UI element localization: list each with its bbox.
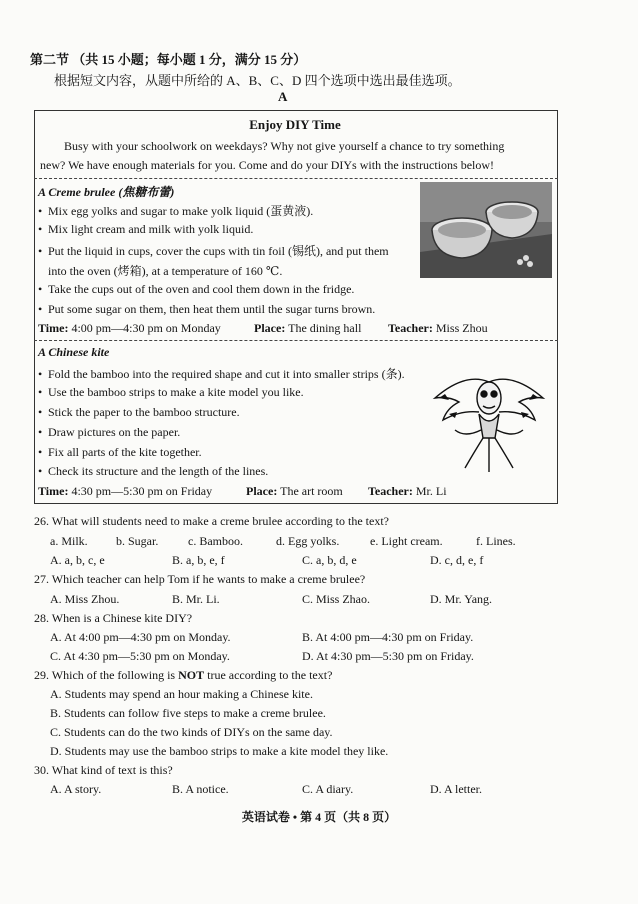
q29-option-c[interactable]: C. Students can do the two kinds of DIYs on the same day. — [50, 725, 333, 739]
notice-intro-line-2: new? We have enough materials for you. Come and do your DIYs with the instructions below! — [40, 158, 495, 172]
kite-step: • Check its structure and the length of the lines. — [38, 464, 269, 478]
kite-step: • Fold the bamboo into the required shape and cut it into smaller strips (条). — [38, 367, 405, 381]
q26-option-c[interactable]: C. a, b, d, e — [302, 553, 357, 567]
creme-step: • Put some sugar on them, then heat them until the sugar turns brown. — [38, 302, 376, 316]
time-label: Time: — [38, 321, 69, 335]
q30-option-b[interactable]: B. A notice. — [172, 782, 229, 796]
page-footer: 英语试卷 • 第 4 页（共 8 页） — [241, 810, 397, 824]
creme-time: 4:00 pm—4:30 pm on Monday — [71, 321, 221, 335]
creme-teacher-line — [388, 321, 488, 336]
q30-option-a[interactable]: A. A story. — [50, 782, 102, 796]
q30-option-c[interactable]: C. A diary. — [302, 782, 354, 796]
kite-place-line — [246, 484, 343, 499]
q30-option-d[interactable]: D. A letter. — [430, 782, 482, 796]
question-29-stem: 29. Which of the following is NOT true according to the text? — [34, 668, 333, 682]
teacher-label: Teacher: — [368, 484, 413, 498]
place-label: Place: — [254, 321, 286, 335]
section-instruction: 根据短文内容，从题中所给的 A、B、C、D 四个选项中选出最佳选项。 — [54, 73, 461, 88]
kite-step: • Stick the paper to the bamboo structure. — [38, 405, 240, 419]
creme-info-line — [38, 321, 221, 336]
creme-step: • Mix light cream and milk with yolk liquid. — [38, 222, 254, 236]
creme-step: • Take the cups out of the oven and cool them down in the fridge. — [38, 282, 355, 296]
creme-step: • Mix egg yolks and sugar to make yolk liquid (蛋黄液). — [38, 204, 314, 218]
kite-step: • Draw pictures on the paper. — [38, 425, 181, 439]
teacher-label: Teacher: — [388, 321, 433, 335]
q26-item: e. Light cream. — [370, 534, 443, 548]
place-label: Place: — [246, 484, 278, 498]
creme-teacher: Miss Zhou — [435, 321, 488, 335]
q26-item: a. Milk. — [50, 534, 88, 548]
creme-step-continued: into the oven (烤箱), at a temperature of 160 ℃. — [48, 264, 283, 278]
q28-option-c[interactable]: C. At 4:30 pm—5:30 pm on Monday. — [50, 649, 230, 663]
not-emphasis: NOT — [178, 668, 205, 682]
q26-option-b[interactable]: B. a, b, e, f — [172, 553, 225, 567]
q28-option-a[interactable]: A. At 4:00 pm—4:30 pm on Monday. — [50, 630, 231, 644]
question-30-stem: 30. What kind of text is this? — [34, 763, 173, 777]
q29-option-a[interactable]: A. Students may spend an hour making a Chinese kite. — [50, 687, 313, 701]
q27-option-d[interactable]: D. Mr. Yang. — [430, 592, 493, 606]
creme-place: The dining hall — [288, 321, 362, 335]
section-title: 第二节 （共 15 小题；每小题 1 分，满分 15 分） — [30, 52, 307, 67]
q26-option-d[interactable]: D. c, d, e, f — [430, 553, 484, 567]
q26-item: d. Egg yolks. — [276, 534, 340, 548]
q26-item: b. Sugar. — [116, 534, 159, 548]
q26-option-a[interactable]: A. a, b, c, e — [50, 553, 105, 567]
kite-info-line — [38, 484, 212, 499]
passage-letter: A — [278, 89, 288, 104]
q29-option-d[interactable]: D. Students may use the bamboo strips to make a kite model they like. — [50, 744, 389, 758]
kite-teacher: Mr. Li — [415, 484, 447, 498]
kite-step: • Use the bamboo strips to make a kite model you like. — [38, 385, 304, 399]
question-26-stem: 26. What will students need to make a creme brulee according to the text? — [34, 514, 389, 528]
q27-option-a[interactable]: A. Miss Zhou. — [50, 592, 120, 606]
q29-option-b[interactable]: B. Students can follow five steps to make a creme brulee. — [50, 706, 326, 720]
question-28-stem: 28. When is a Chinese kite DIY? — [34, 611, 193, 625]
q28-option-d[interactable]: D. At 4:30 pm—5:30 pm on Friday. — [302, 649, 474, 663]
creme-place-line — [254, 321, 361, 336]
time-label: Time: — [38, 484, 69, 498]
divider-intro — [34, 178, 558, 179]
kite-place: The art room — [280, 484, 343, 498]
creme-brulee-photo-icon — [420, 182, 552, 278]
kite-teacher-line — [368, 484, 447, 499]
chinese-kite-title: A Chinese kite — [38, 345, 110, 359]
q26-item: f. Lines. — [476, 534, 516, 548]
chinese-kite-icon — [425, 368, 553, 478]
creme-step: • Put the liquid in cups, cover the cups with tin foil (锡纸), and put them — [38, 244, 389, 258]
divider-creme — [34, 340, 558, 341]
q27-option-b[interactable]: B. Mr. Li. — [172, 592, 220, 606]
creme-brulee-title: A Creme brulee (焦糖布蕾) — [38, 185, 175, 199]
question-27-stem: 27. Which teacher can help Tom if he wants to make a creme brulee? — [34, 572, 366, 586]
q27-option-c[interactable]: C. Miss Zhao. — [302, 592, 371, 606]
q26-item: c. Bamboo. — [188, 534, 243, 548]
notice-intro-line-1: Busy with your schoolwork on weekdays? Why not give yourself a chance to try something — [64, 139, 505, 153]
q28-option-b[interactable]: B. At 4:00 pm—4:30 pm on Friday. — [302, 630, 474, 644]
kite-step: • Fix all parts of the kite together. — [38, 445, 202, 459]
notice-title: Enjoy DIY Time — [249, 117, 341, 132]
kite-time: 4:30 pm—5:30 pm on Friday — [71, 484, 213, 498]
